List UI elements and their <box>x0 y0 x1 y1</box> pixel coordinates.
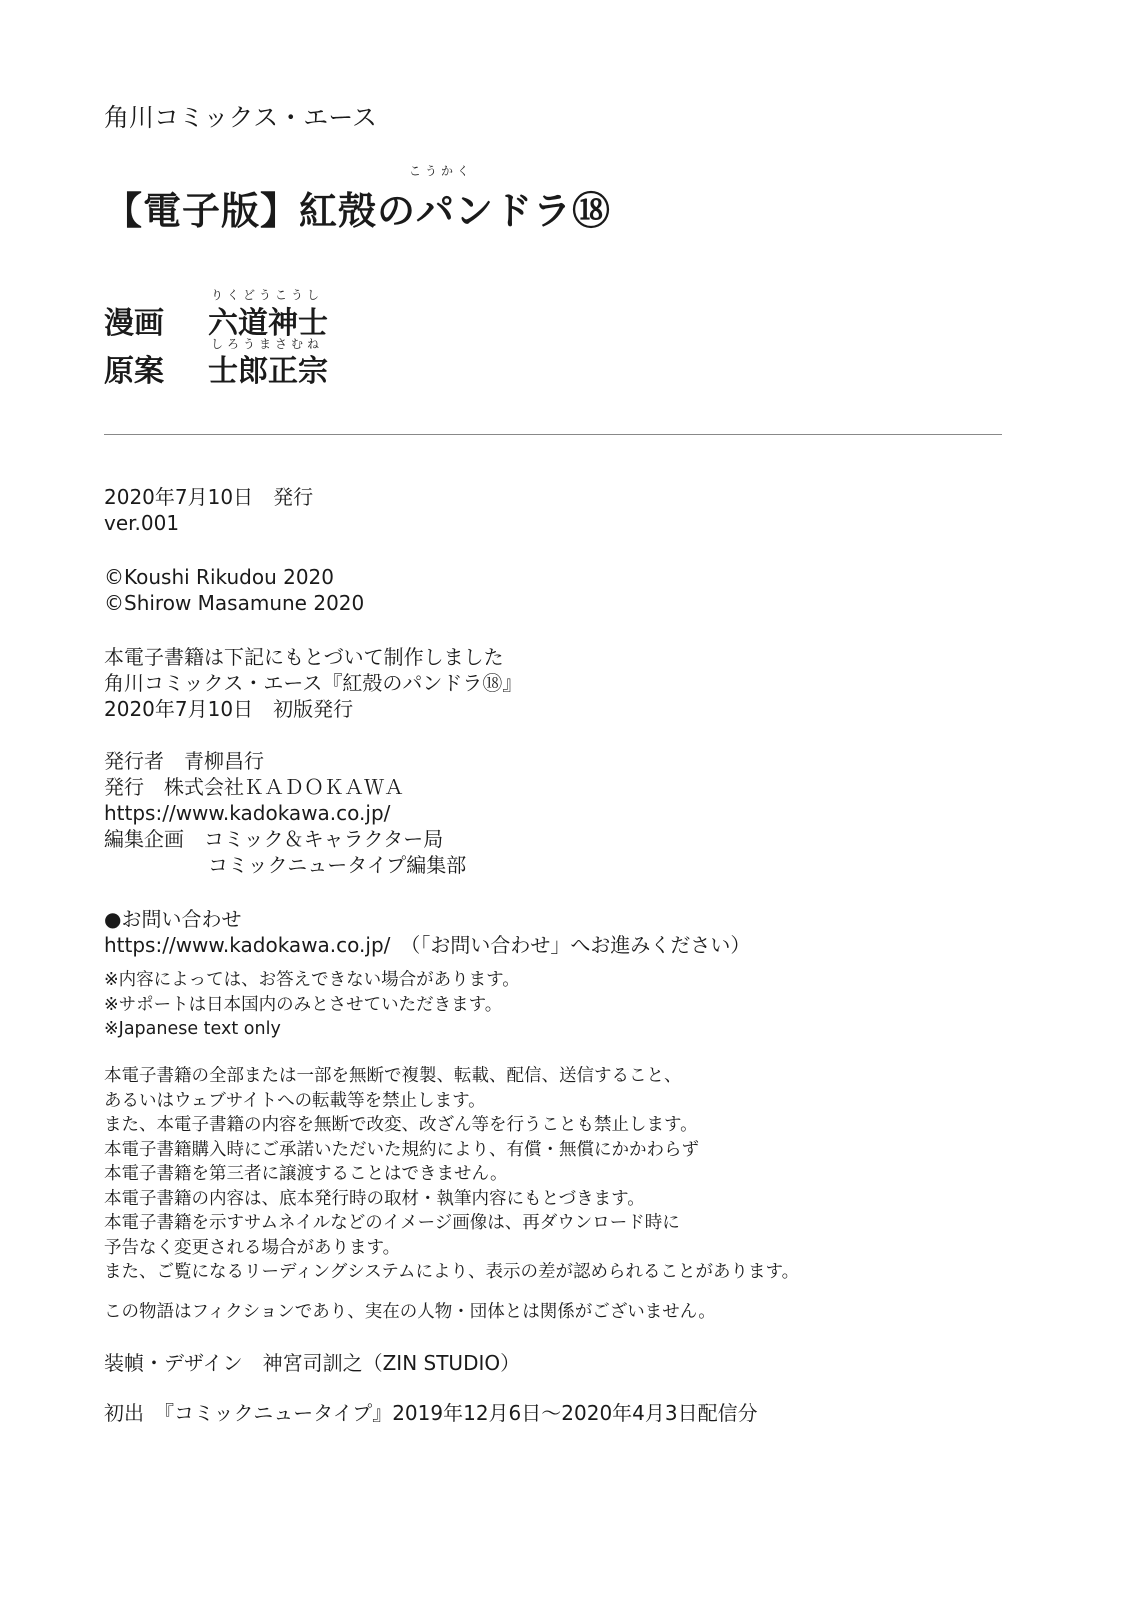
copyright-block <box>104 564 364 616</box>
inquiry-note: ※サポートは日本国内のみとさせていただきます。 <box>104 994 503 1015</box>
copyright-line: ©Shirow Masamune 2020 <box>104 591 365 615</box>
publication-block <box>104 484 313 536</box>
legal-notice-line: 本電子書籍購入時にご承諾いただいた規約により、有償・無償にかかわらず <box>104 1139 699 1160</box>
fiction-note <box>104 1300 716 1325</box>
artist-name: 六道神士 <box>208 306 328 341</box>
design-credit-line: 装幀・デザイン 神宮司訓之（ZIN STUDIO） <box>104 1351 521 1375</box>
source-edition-line: 2020年7月10日 初版発行 <box>104 697 354 721</box>
legal-notice-line: 予告なく変更される場合があります。 <box>104 1237 401 1258</box>
legal-notice-line: 本電子書籍の全部または一部を無断で複製、転載、配信、送信すること、 <box>104 1066 682 1086</box>
source-edition-line: 角川コミックス・エース『紅殻のパンドラ⑱』 <box>104 671 523 695</box>
original-author-credit <box>104 346 328 390</box>
copyright-line: ©Koushi Rikudou 2020 <box>104 565 334 589</box>
inquiry-url: https://www.kadokawa.co.jp/ （「お問い合わせ」へお進みください） <box>104 933 751 957</box>
legal-notice-block <box>104 1064 799 1285</box>
source-edition-line: 本電子書籍は下記にもとづいて制作しました <box>104 645 504 669</box>
publisher-block <box>104 748 466 878</box>
legal-notice-line: また、本電子書籍の内容を無断で改変、改ざん等を行うことも禁止します。 <box>104 1115 698 1135</box>
inquiry-note: ※内容によっては、お答えできない場合があります。 <box>104 970 520 990</box>
editorial-line: 編集企画 コミック＆キャラクター局 <box>104 827 444 851</box>
book-title: 【電子版】紅殻のパンドラ⑱ <box>104 189 612 233</box>
inquiry-heading: ●お問い合わせ <box>104 907 242 931</box>
artist-ruby: りくどうこうし <box>211 288 324 302</box>
source-edition-block <box>104 644 522 722</box>
legal-notice-line: また、ご覧になるリーディングシステムにより、表示の差が認められることがあります。 <box>104 1262 800 1282</box>
publisher-line: 発行者 青柳昌行 <box>104 749 264 773</box>
inquiry-note: ※Japanese text only <box>104 1019 281 1039</box>
inquiry-notes <box>104 968 520 1042</box>
publication-date: 2020年7月10日 発行 <box>104 485 314 509</box>
editorial-dept: コミックニュータイプ編集部 <box>208 853 467 877</box>
legal-notice-line: 本電子書籍を第三者に譲渡することはできません。 <box>104 1164 508 1184</box>
legal-notice-line: 本電子書籍を示すサムネイルなどのイメージ画像は、再ダウンロード時に <box>104 1213 680 1233</box>
design-credit <box>104 1350 520 1376</box>
original-author-role: 原案 <box>104 354 164 389</box>
artist-role: 漫画 <box>104 306 164 341</box>
publisher-url: https://www.kadokawa.co.jp/ <box>104 801 391 825</box>
legal-notice-line: 本電子書籍の内容は、底本発行時の取材・執筆内容にもとづきます。 <box>104 1188 645 1209</box>
issuer-line: 発行 株式会社ＫＡＤＯＫＡＷＡ <box>104 775 404 799</box>
original-author-ruby: しろうまさむね <box>211 337 324 351</box>
version-label: ver.001 <box>104 511 180 535</box>
fiction-note-line: この物語はフィクションであり、実在の人物・団体とは関係がございません。 <box>104 1302 716 1322</box>
title-ruby: こうかく <box>409 164 474 178</box>
inquiry-block <box>104 906 750 958</box>
original-author-name: 士郎正宗 <box>208 354 328 389</box>
divider <box>104 434 1002 435</box>
legal-notice-line: あるいはウェブサイトへの転載等を禁止します。 <box>104 1090 486 1111</box>
first-appearance-line: 初出 『コミックニュータイプ』2019年12月6日～2020年4月3日配信分 <box>104 1401 758 1425</box>
imprint-label: 角川コミックス・エース <box>104 103 378 132</box>
first-appearance <box>104 1400 758 1426</box>
